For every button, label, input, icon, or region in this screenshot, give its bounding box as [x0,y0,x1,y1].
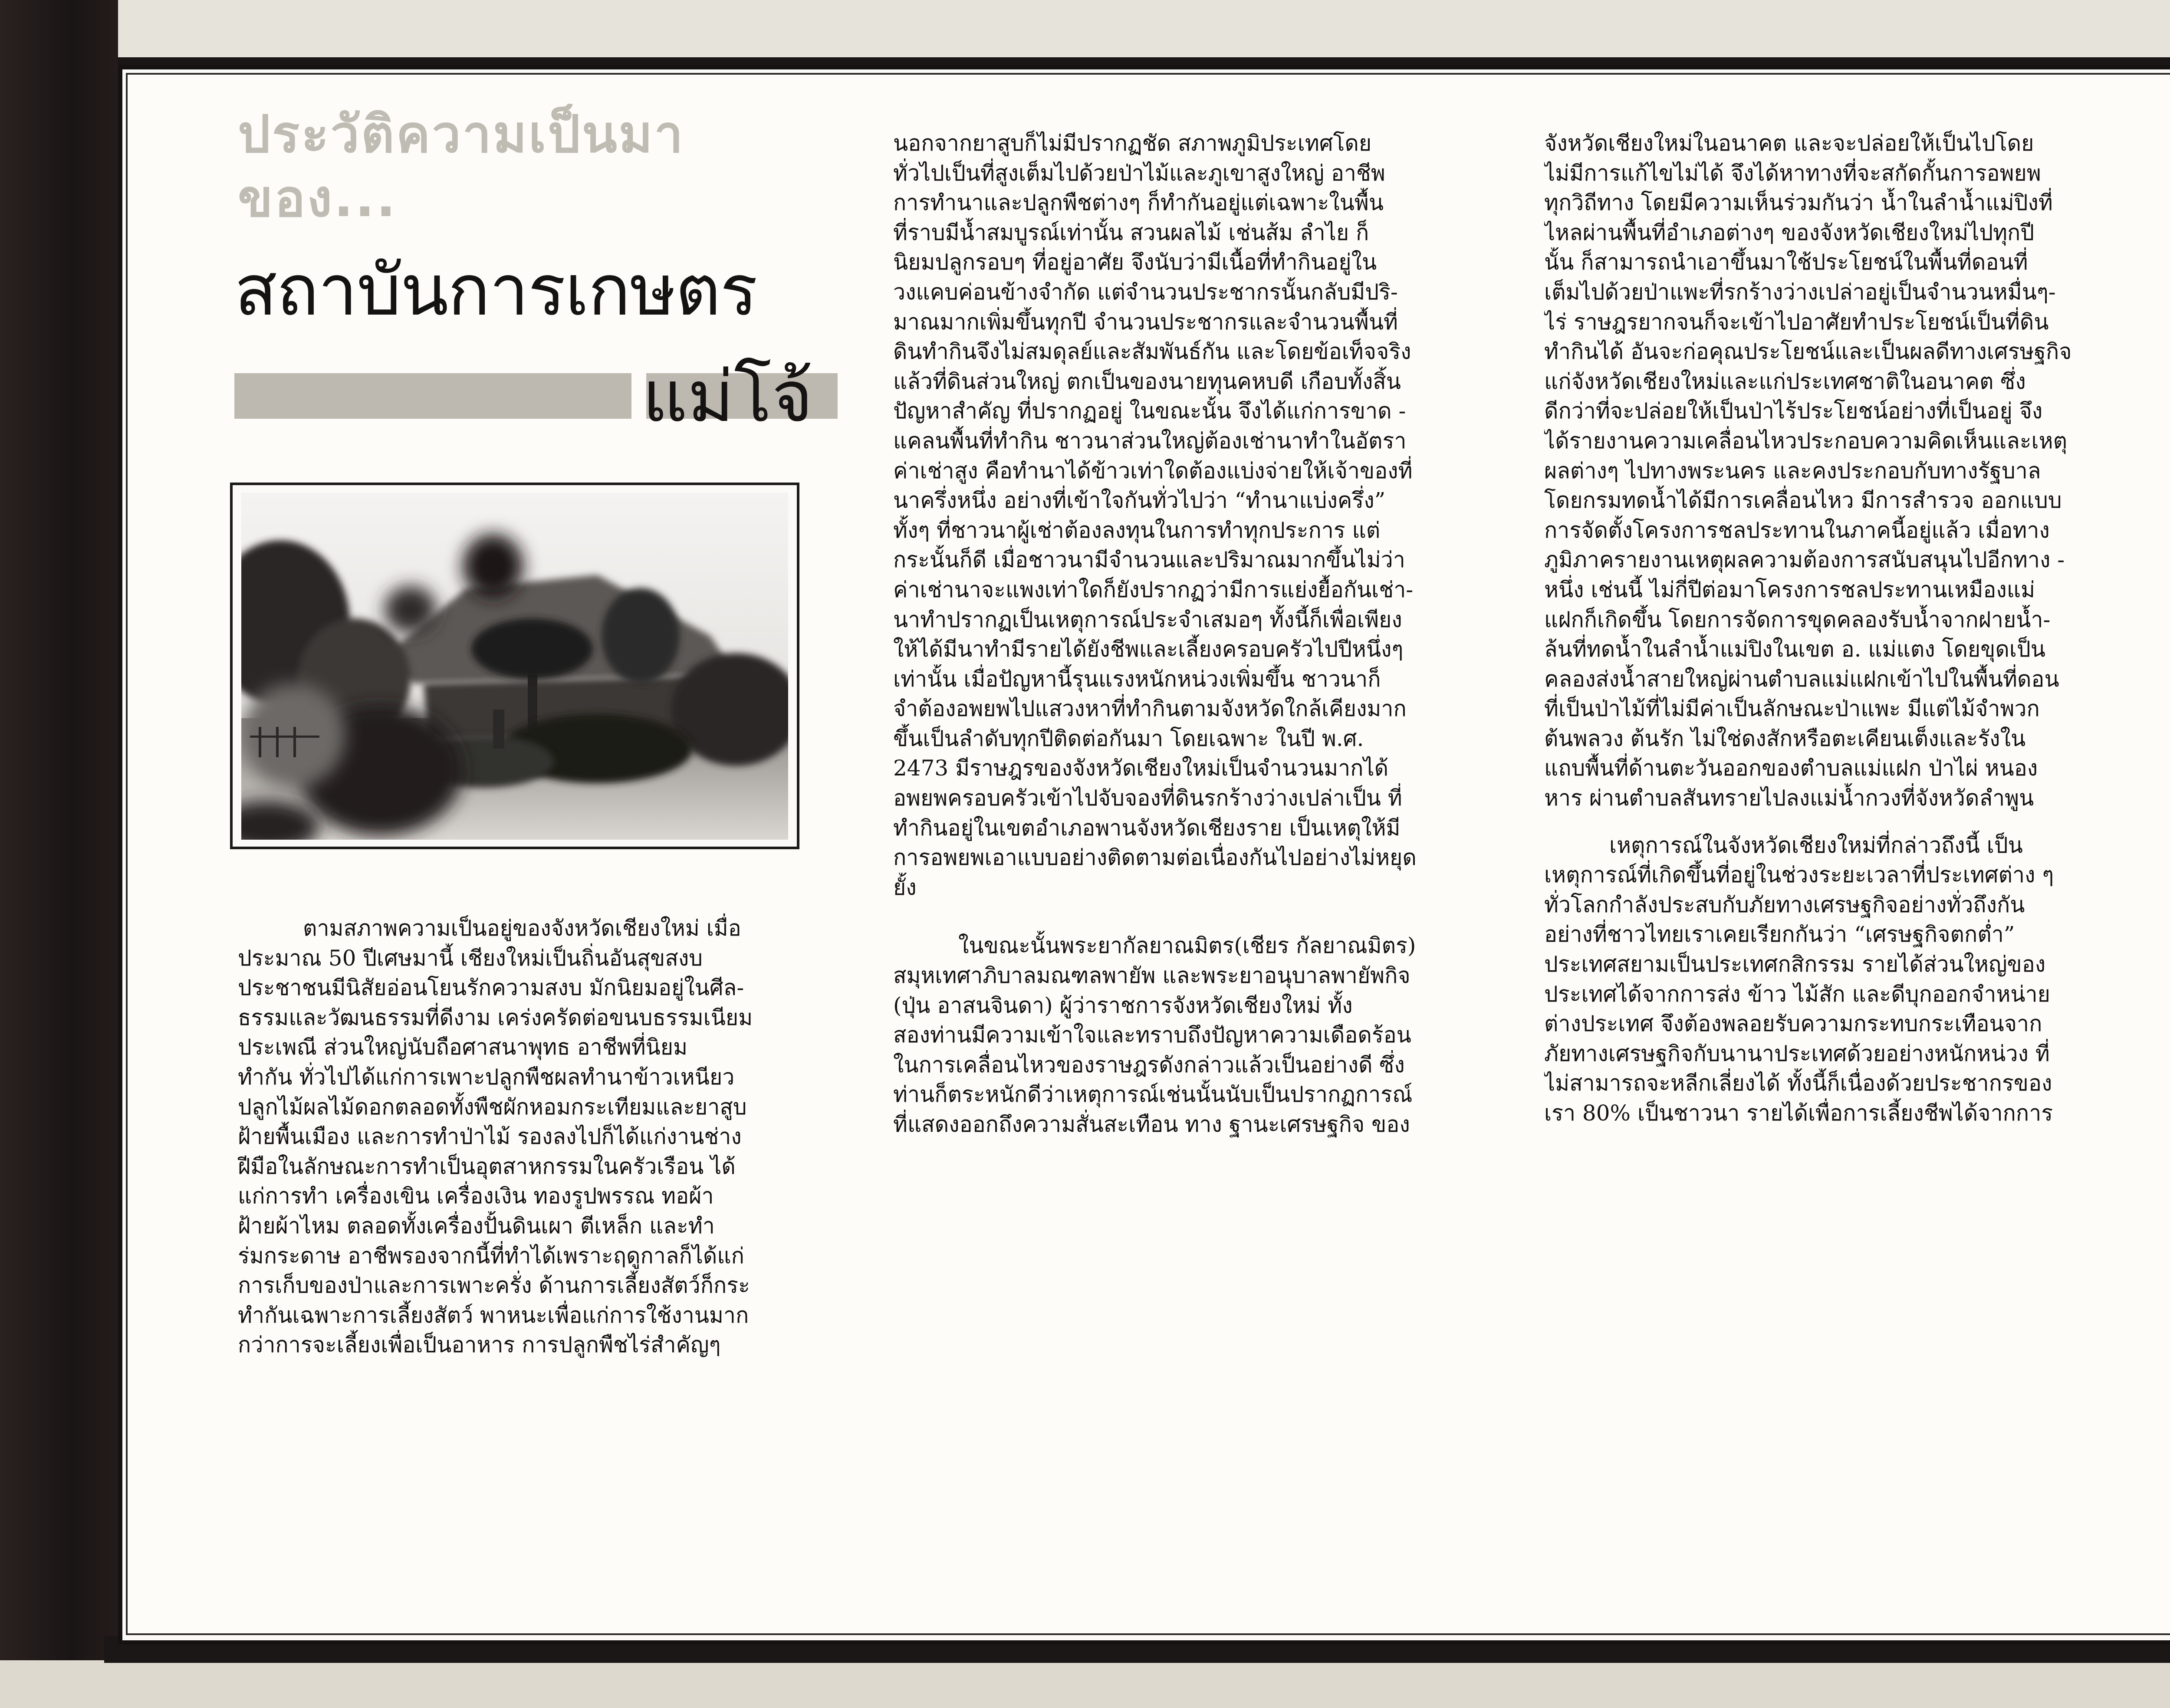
col2-line: นาทำปรากฏเป็นเหตุการณ์ประจำเสมอๆ ทั้งนี้ก็เพื่อเพียง [893,607,1402,632]
col2-line: แล้วที่ดินส่วนใหญ่ ตกเป็นของนายทุนคหบดี เกือบทั้งสิ้น [893,368,1401,394]
col1-line: ทำกัน ทั่วไปได้แก่การเพาะปลูกพืชผลทำนาข้าวเหนียว [238,1064,735,1090]
col2-line: ที่ราบมีน้ำสมบูรณ์เท่านั้น สวนผลไม้ เช่นส้ม ลำไย ก็ [893,220,1369,245]
col1-line: ทำกันเฉพาะการเลี้ยงสัตว์ พาหนะเพื่อแก่การใช้งานมาก [238,1302,749,1328]
col3-line: หนึ่ง เช่นนี้ ไม่กี่ปีต่อมาโครงการชลประทานเหมืองแม่ [1544,577,2035,602]
col1-line: แก่การทำ เครื่องเขิน เครื่องเงิน ทองรูปพรรณ ทอผ้า [238,1183,714,1209]
col1-line: กว่าการจะเลี้ยงเพื่อเป็นอาหาร การปลูกพืชไร่สำคัญๆ [238,1332,721,1358]
paragraph-gap [1544,813,2126,831]
col1-line: ประมาณ 50 ปีเศษมานี้ เชียงใหม่เป็นถิ่นอันสุขสงบ [238,945,703,971]
col3-line: เหตุการณ์ในจังหวัดเชียงใหม่ที่กล่าวถึงนี้ เป็น [1609,832,2023,858]
col2-line: ค่าเช่าสูง คือทำนาได้ข้าวเท่าใดต้องแบ่งจ่ายให้เจ้าของที่ [893,458,1413,483]
col1-line: ฝ้ายผ้าไหม ตลอดทั้งเครื่องปั้นดินเผา ตีเหล็ก และทำ [238,1213,715,1238]
col3-line: แฝกก็เกิดขึ้น โดยการจัดการขุดคลองรับน้ำจากฝายน้ำ- [1544,607,2051,632]
col2-line: ยั้ง [893,874,917,900]
col2-line: การอพยพเอาแบบอย่างติดตามต่อเนื่องกันไปอย่างไม่หยุด [893,845,1417,870]
col2-line: นาครึ่งหนึ่ง อย่างที่เข้าใจกันทั่วไปว่า “ทำนาแบ่งครึ่ง” [893,488,1386,513]
col3-line: การจัดตั้งโครงการชลประทานในภาคนี้อยู่แล้ว เมื่อทาง [1544,517,2050,543]
col2-line: มาณมากเพิ่มขึ้นทุกปี จำนวนประชากรและจำนวนพื้นที่ [893,309,1398,335]
kicker-line-1: ประวัติความเป็นมา [238,104,685,164]
col2-line: ในการเคลื่อนไหวของราษฎรดังกล่าวแล้วเป็นอย่างดี ซึ่ง [893,1052,1405,1077]
col2-line: อพยพครอบครัวเข้าไปจับจองที่ดินรกร้างว่างเปล่าเป็น ที่ [893,785,1402,811]
col2-line: ขึ้นเป็นลำดับทุกปีติดต่อกันมา โดยเฉพาะ ในปี พ.ศ. [893,726,1364,751]
col2-line: สองท่านมีความเข้าใจและทราบถึงปัญหาความเดือดร้อน [893,1022,1411,1048]
col3-line: นั้น ก็สามารถนำเอาขึ้นมาใช้ประโยชน์ในพื้นที่ดอนที่ [1544,250,2028,275]
col2-line: นิยมปลูกรอบๆ ที่อยู่อาศัย จึงนับว่ามีเนื้อที่ทำกินอยู่ใน [893,250,1377,275]
col1-line: ร่มกระดาษ อาชีพรองจากนี้ที่ทำได้เพราะฤดูกาลก็ได้แก่ [238,1243,744,1268]
col3-line: ภัยทางเศรษฐกิจกับนานาประเทศด้วยอย่างหนักหน่วง ที่ [1544,1041,2050,1066]
col3-line: ทั่วโลกกำลังประสบกับภัยทางเศรษฐกิจอย่างทั่วถึงกัน [1544,892,2025,917]
article-column-1 [238,913,799,1360]
col2-line: ค่าเช่านาจะแพงเท่าใดก็ยังปรากฏว่ามีการแย่งยื้อกันเช่า- [893,577,1414,602]
col2-line: เท่านั้น เมื่อปัญหานี้รุนแรงหนักหน่วงเพิ่มขึ้น ชาวนาก็ [893,666,1381,692]
col1-line: ฝีมือในลักษณะการทำเป็นอุตสาหกรรมในครัวเรือน ได้ [238,1153,736,1179]
col3-line: เรา 80% เป็นชาวนา รายได้เพื่อการเลี้ยงชีพได้จากการ [1544,1100,2053,1126]
col2-line: (ปุ่น อาสนจินดา) ผู้ว่าราชการจังหวัดเชียงใหม่ ทั้ง [893,992,1353,1018]
col2-line: ทั่วไปเป็นที่สูงเต็มไปด้วยป่าไม้และภูเขาสูงใหญ่ อาชีพ [893,160,1385,186]
article-kicker [238,102,837,230]
col3-line: คลองส่งน้ำสายใหญ่ผ่านตำบลแม่แฝกเข้าไปในพื้นที่ดอน [1544,666,2059,692]
col2-line: ท่านก็ตระหนักดีว่าเหตุการณ์เช่นนั้นนับเป็นปรากฏการณ์ [893,1082,1413,1107]
paragraph-gap [893,902,1464,931]
article-column-3 [1544,128,2126,1128]
page-left-border [0,0,118,1708]
col2-line: ในขณะนั้นพระยากัลยาณมิตร(เชียร กัลยาณมิตร) [958,933,1416,959]
col3-line: ต่างประเทศ จึงต้องพลอยรับความกระทบกระเทือนจาก [1544,1011,2042,1037]
col2-line: สมุหเทศาภิบาลมณฑลพายัพ และพระยาอนุบาลพายัพกิจ [893,963,1410,989]
col3-line: ได้รายงานความเคลื่อนไหวประกอบความคิดเห็นและเหตุ [1544,428,2068,453]
article-column-2 [893,128,1464,1140]
col1-line: ฝ้ายพื้นเมือง และการทำป่าไม้ รองลงไปก็ได้แก่งานช่าง [238,1124,742,1150]
col1-line: ธรรมและวัฒนธรรมที่ดีงาม เคร่งครัดต่อขนบธรรมเนียม [238,1005,753,1030]
col2-line: กระนั้นก็ดี เมื่อชาวนามีจำนวนและปริมาณมากขึ้นไม่ว่า [893,547,1405,573]
article-subtitle: แม่โจ้ [642,356,813,438]
col3-line: ต้นพลวง ต้นรัก ไม่ใช่ดงสักหรือตะเคียนเต็งและรังใน [1544,726,2026,751]
col3-line: แก่จังหวัดเชียงใหม่และแก่ประเทศชาติในอนาคต ซึ่ง [1544,368,2026,394]
col2-line: 2473 มีราษฎรของจังหวัดเชียงใหม่เป็นจำนวนมากได้ [893,755,1389,781]
col3-line: ทุกวิถีทาง โดยมีความเห็นร่วมกันว่า น้ำในลำน้ำแม่ปิงที่ [1544,190,2053,216]
photo-image [241,493,788,840]
col3-line: ไม่สามารถจะหลีกเลี่ยงได้ ทั้งนี้ก็เนื่องด้วยประชากรของ [1544,1071,2052,1096]
photo-of-building-with-palm-trees [241,493,788,840]
col2-line: แคลนพื้นที่ทำกิน ชาวนาส่วนใหญ่ต้องเช่านาทำในอัตรา [893,428,1407,453]
col3-line: ไม่มีการแก้ไขไม่ได้ จึงได้หาทางที่จะสกัดกั้นการอพยพ [1544,160,2041,186]
col3-line: ไหลผ่านพื้นที่อำเภอต่างๆ ของจังหวัดเชียงใหม่ไปทุกปี [1544,220,2035,245]
kicker-line-2: ของ... [238,168,398,228]
col3-line: จังหวัดเชียงใหม่ในอนาคต และจะปล่อยให้เป็นไปโดย [1544,131,2034,156]
col3-line: เหตุการณ์ที่เกิดขึ้นที่อยู่ในช่วงระยะเวลาที่ประเทศต่าง ๆ [1544,862,2054,888]
col2-line: จำต้องอพยพไปแสวงหาที่ทำกินตามจังหวัดใกล้เคียงมาก [893,696,1407,722]
col3-line: ประเทศสยามเป็นประเทศกสิกรรม รายได้ส่วนใหญ่ของ [1544,952,2046,977]
col1-line: การเก็บของป่าและการเพาะครั่ง ด้านการเลี้ยงสัตว์ก็กระ [238,1273,750,1298]
col3-line: ทำกินได้ อันจะก่อคุณประโยชน์และเป็นผลดีทางเศรษฐกิจ [1544,339,2072,365]
col2-line: การทำนาและปลูกพืชต่างๆ ก็ทำกันอยู่แต่เฉพาะในพื้น [893,190,1384,216]
col2-line: ที่แสดงออกถึงความสั่นสะเทือน ทาง ฐานะเศรษฐกิจ ของ [893,1112,1410,1137]
col3-line: โดยกรมทดน้ำได้มีการเคลื่อนไหว มีการสำรวจ ออกแบบ [1544,488,2062,513]
col3-line: อย่างที่ชาวไทยเราเคยเรียกกันว่า “เศรษฐกิจตกต่ำ” [1544,922,2015,947]
col3-line: ที่เป็นป่าไม้ที่ไม่มีค่าเป็นลักษณะป่าแพะ มีแต่ไม้จำพวก [1544,696,2040,722]
col3-line: เต็มไปด้วยป่าแพะที่รกร้างว่างเปล่าอยู่เป็นจำนวนหมื่นๆ- [1544,279,2056,305]
col3-line: ประเทศได้จากการส่ง ข้าว ไม้สัก และดีบุกออกจำหน่าย [1544,981,2050,1007]
page-bottom-margin [0,1660,2170,1708]
col2-line: ดินทำกินจึงไม่สมดุลย์และสัมพันธ์กัน และโดยข้อเท็จจริง [893,339,1411,365]
col2-line: วงแคบค่อนข้างจำกัด แต่จำนวนประชากรนั้นกลับมีปริ- [893,279,1398,305]
col1-line: ตามสภาพความเป็นอยู่ของจังหวัดเชียงใหม่ เมื่อ [303,916,741,941]
col1-line: ปลูกไม้ผลไม้ดอกตลอดทั้งพืชผักหอมกระเทียมและยาสูบ [238,1094,747,1120]
col2-line: ให้ได้มีนาทำมีรายได้ยังชีพและเลี้ยงครอบครัวไปปีหนึ่งๆ [893,637,1404,662]
article-title: สถาบันการเกษตร [234,250,757,332]
col3-line: หาร ผ่านตำบลสันทรายไปลงแม่น้ำกวงที่จังหวัดลำพูน [1544,785,2034,811]
col2-line: ปัญหาสำคัญ ที่ปรากฏอยู่ ในขณะนั้น จึงได้แก่การขาด - [893,398,1406,424]
col2-line: ทั้งๆ ที่ชาวนาผู้เช่าต้องลงทุนในการทำทุกประการ แต่ [893,517,1381,543]
col1-line: ประชาชนมีนิสัยอ่อนโยนรักความสงบ มักนิยมอยู่ในศีล- [238,975,744,1001]
col1-line: ประเพณี ส่วนใหญ่นับถือศาสนาพุทธ อาชีพที่นิยม [238,1035,688,1060]
col3-line: ภูมิภาครายงานเหตุผลความต้องการสนับสนุนไปอีกทาง - [1544,547,2065,573]
col3-line: ล้นที่ทดน้ำในลำน้ำแม่ปิงในเขต อ. แม่แตง โดยขุดเป็น [1544,637,2045,662]
col3-line: ไร่ ราษฎรยากจนก็จะเข้าไปอาศัยทำประโยชน์เป็นที่ดิน [1544,309,2049,335]
col2-line: ทำกินอยู่ในเขตอำเภอพานจังหวัดเชียงราย เป็นเหตุให้มี [893,815,1401,841]
col3-line: แถบพื้นที่ด้านตะวันออกของตำบลแม่แฝก ป่าไผ่ หนอง [1544,755,2038,781]
col3-line: ผลต่างๆ ไปทางพระนคร และคงประกอบกับทางรัฐบาล [1544,458,2041,483]
col2-line: นอกจากยาสูบก็ไม่มีปรากฏชัด สภาพภูมิประเทศโดย [893,131,1372,156]
col3-line: ดีกว่าที่จะปล่อยให้เป็นป่าไร้ประโยชน์อย่างที่เป็นอยู่ จึง [1544,398,2043,424]
